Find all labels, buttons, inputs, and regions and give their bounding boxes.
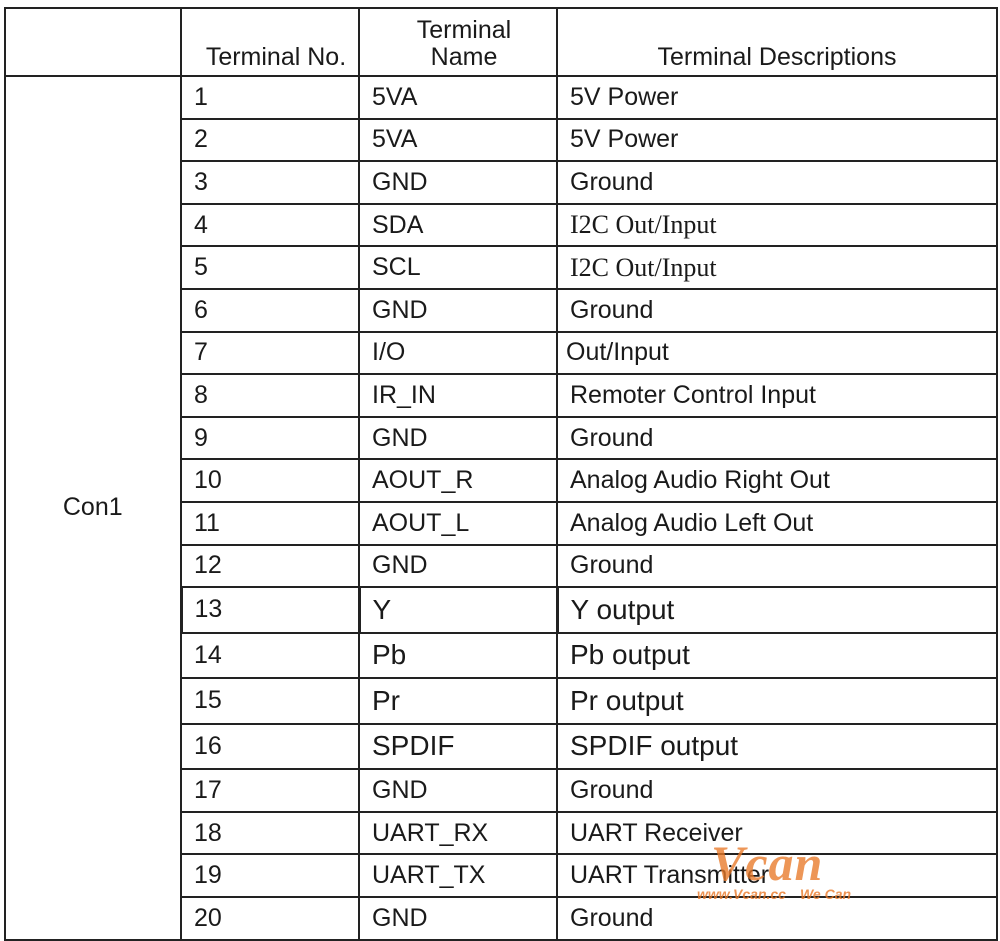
terminal-description: UART Transmitter: [557, 854, 997, 897]
terminal-no: 19: [181, 854, 359, 897]
watermark-logo: Vcan: [711, 835, 824, 891]
terminal-description: 5V Power: [557, 119, 997, 162]
terminal-name: GND: [359, 417, 557, 460]
terminal-no: 15: [181, 678, 359, 724]
terminal-description: Ground: [557, 417, 997, 460]
terminal-name: GND: [359, 289, 557, 332]
terminal-no: 6: [181, 289, 359, 332]
terminal-description: UART Receiver: [557, 812, 997, 855]
terminal-description: Ground: [557, 769, 997, 812]
terminal-description: Remoter Control Input: [557, 374, 997, 417]
terminal-name: GND: [359, 545, 557, 588]
terminal-no: 1: [181, 76, 359, 119]
terminal-name: 5VA: [359, 76, 557, 119]
terminal-description: 5V Power: [557, 76, 997, 119]
terminal-name: SDA: [359, 204, 557, 247]
terminal-no: 20: [181, 897, 359, 940]
header-group: [5, 8, 181, 76]
header-terminal-name: [359, 8, 557, 76]
terminal-description: Y output: [557, 587, 997, 633]
terminal-description: I2C Out/Input: [557, 204, 997, 247]
terminal-name: IR_IN: [359, 374, 557, 417]
terminal-name: UART_RX: [359, 812, 557, 855]
terminal-no: 10: [181, 459, 359, 502]
terminal-no: 7: [181, 332, 359, 375]
terminal-no: 12: [181, 545, 359, 588]
terminal-no: 5: [181, 246, 359, 289]
terminal-no: 16: [181, 724, 359, 770]
terminal-description: I2C Out/Input: [557, 246, 997, 289]
terminal-name: GND: [359, 161, 557, 204]
terminal-no: 4: [181, 204, 359, 247]
terminal-no: 8: [181, 374, 359, 417]
terminal-name: SPDIF: [359, 724, 557, 770]
group-label-con1: Con1: [5, 76, 181, 940]
terminal-description: Ground: [557, 289, 997, 332]
watermark-site: www.Vcan.cc: [697, 886, 786, 902]
header-row: [5, 8, 997, 76]
header-terminal-name-line2: Name: [430, 43, 498, 71]
watermark-slogan: We Can: [799, 886, 852, 902]
terminal-no: 11: [181, 502, 359, 545]
terminal-name: UART_TX: [359, 854, 557, 897]
terminal-description: Analog Audio Left Out: [557, 502, 997, 545]
terminal-name: I/O: [359, 332, 557, 375]
terminal-name: AOUT_R: [359, 459, 557, 502]
terminal-no: 3: [181, 161, 359, 204]
terminal-no: 9: [181, 417, 359, 460]
table-row: [5, 76, 997, 119]
header-terminal-no: [181, 8, 359, 76]
terminal-name: 5VA: [359, 119, 557, 162]
header-terminal-descriptions: [557, 8, 997, 76]
terminal-no: 2: [181, 119, 359, 162]
terminal-description: Ground: [557, 545, 997, 588]
terminal-description: Ground: [557, 161, 997, 204]
terminal-description: Pb output: [557, 633, 997, 679]
terminal-name: SCL: [359, 246, 557, 289]
terminal-table-body: [5, 76, 997, 940]
terminal-name: Pb: [359, 633, 557, 679]
terminal-no: 14: [181, 633, 359, 679]
terminal-description: Out/Input: [557, 332, 997, 375]
terminal-description: Pr output: [557, 678, 997, 724]
header-terminal-descriptions-label: Terminal Descriptions: [657, 43, 897, 71]
terminal-no: 18: [181, 812, 359, 855]
terminal-table: [4, 7, 998, 941]
header-terminal-no-label: Terminal No.: [205, 43, 347, 71]
terminal-name: Pr: [359, 678, 557, 724]
terminal-name: Y: [359, 587, 557, 633]
terminal-description: SPDIF output: [557, 724, 997, 770]
header-terminal-name-line1: Terminal: [416, 16, 512, 44]
terminal-description: Ground: [557, 897, 997, 940]
terminal-name: AOUT_L: [359, 502, 557, 545]
terminal-no: 13: [181, 587, 359, 633]
terminal-name: GND: [359, 769, 557, 812]
terminal-description: Analog Audio Right Out: [557, 459, 997, 502]
terminal-no: 17: [181, 769, 359, 812]
terminal-name: GND: [359, 897, 557, 940]
